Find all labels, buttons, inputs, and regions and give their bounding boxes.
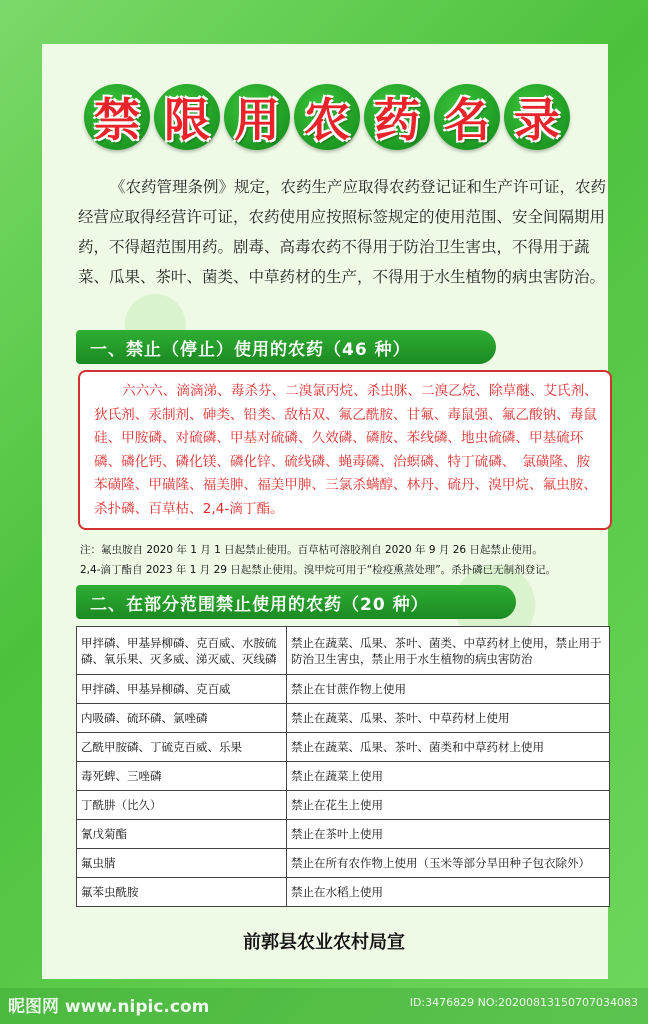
- footer-issuer: 前郭县农业农村局宣: [243, 932, 405, 953]
- scope-cell: 禁止在蔬菜上使用: [287, 762, 610, 791]
- watermark-id: ID:3476829 NO:20200813150707034083: [409, 996, 638, 1009]
- title-char: 禁: [84, 84, 150, 150]
- title-char: 用: [224, 84, 290, 150]
- scope-cell: 禁止在蔬菜、瓜果、茶叶、菌类和中草药材上使用: [287, 733, 610, 762]
- pesticide-cell: 乙酰甲胺磷、丁硫克百威、乐果: [77, 733, 287, 762]
- table-row: [77, 791, 610, 820]
- notes: [80, 540, 610, 580]
- intro-paragraph: 《农药管理条例》规定，农药生产应取得农药登记证和生产许可证，农药经营应取得经营许可证，农药使用应按照标签规定的使用范围、安全间隔期用药，不得超范围用药。剧毒、高毒农药不得用于防治卫生害虫，不得用于蔬菜、瓜果、茶叶、菌类、中草药材的生产，不得用于水生植物的病虫害防治。: [78, 178, 607, 286]
- banned-pesticide-list: 六六六、滴滴涕、毒杀芬、二溴氯丙烷、杀虫脒、二溴乙烷、除草醚、艾氏剂、狄氏剂、汞制剂、砷类、铅类、敌枯双、氟乙酰胺、甘氟、毒鼠强、氟乙酸钠、毒鼠硅、甲胺磷、对硫磷、甲基对硫磷、久效磷、磷胺、苯线磷、地虫硫磷、甲基硫环磷、磷化钙、磷化镁、磷化锌、硫线磷、蝇毒磷、治螟磷、特丁硫磷、 氯磺隆、胺苯磺隆、甲磺隆、福美胂、福美甲胂、三氯杀螨醇、林丹、硫丹、溴甲烷、氟虫胺、杀扑磷、百草枯、2,4-滴丁酯。: [78, 370, 612, 530]
- scope-cell: 禁止在茶叶上使用: [287, 820, 610, 849]
- scope-cell: 禁止在蔬菜、瓜果、茶叶、菌类、中草药材上使用，禁止用于防治卫生害虫，禁止用于水生植物的病虫害防治: [287, 627, 610, 675]
- pesticide-cell: 甲拌磷、甲基异柳磷、克百威: [77, 675, 287, 704]
- table-row: [77, 849, 610, 878]
- table-row: [77, 733, 610, 762]
- table-row: [77, 762, 610, 791]
- page-title: [84, 84, 570, 150]
- pesticide-cell: 毒死蜱、三唑磷: [77, 762, 287, 791]
- pesticide-cell: 氟苯虫酰胺: [77, 878, 287, 907]
- title-char: 名: [434, 84, 500, 150]
- table-row: [77, 675, 610, 704]
- title-char: 药: [364, 84, 430, 150]
- watermark-logo: 昵图网 www.nipic.com: [8, 997, 210, 1017]
- pesticide-cell: 甲拌磷、甲基异柳磷、克百威、水胺硫磷、氧乐果、灭多威、涕灭威、灭线磷: [77, 627, 287, 675]
- note-line: 2,4-滴丁酯自 2023 年 1 月 29 日起禁止使用。溴甲烷可用于“检疫熏蒸处理”。杀扑磷已无制剂登记。: [80, 564, 557, 576]
- table-row: [77, 704, 610, 733]
- pesticide-cell: 丁酰肼（比久）: [77, 791, 287, 820]
- title-char: 限: [154, 84, 220, 150]
- note-line: 注：氟虫胺自 2020 年 1 月 1 日起禁止使用。百草枯可溶胶剂自 2020 年 9 月 26 日起禁止使用。: [80, 544, 543, 556]
- scope-cell: 禁止在甘蔗作物上使用: [287, 675, 610, 704]
- scope-cell: 禁止在水稻上使用: [287, 878, 610, 907]
- section-heading-banned: 一、禁止（停止）使用的农药（46 种）: [76, 330, 496, 364]
- scope-cell: 禁止在花生上使用: [287, 791, 610, 820]
- section-heading-restricted: 二、在部分范围禁止使用的农药（20 种）: [76, 585, 516, 619]
- table-row: [77, 627, 610, 675]
- table-row: [77, 878, 610, 907]
- pesticide-cell: 氰戊菊酯: [77, 820, 287, 849]
- title-char: 录: [504, 84, 570, 150]
- restricted-table: [76, 626, 610, 907]
- pesticide-cell: 内吸磷、硫环磷、氯唑磷: [77, 704, 287, 733]
- title-char: 农: [294, 84, 360, 150]
- scope-cell: 禁止在蔬菜、瓜果、茶叶、中草药材上使用: [287, 704, 610, 733]
- table-row: [77, 820, 610, 849]
- scope-cell: 禁止在所有农作物上使用（玉米等部分旱田种子包衣除外）: [287, 849, 610, 878]
- pesticide-cell: 氟虫腈: [77, 849, 287, 878]
